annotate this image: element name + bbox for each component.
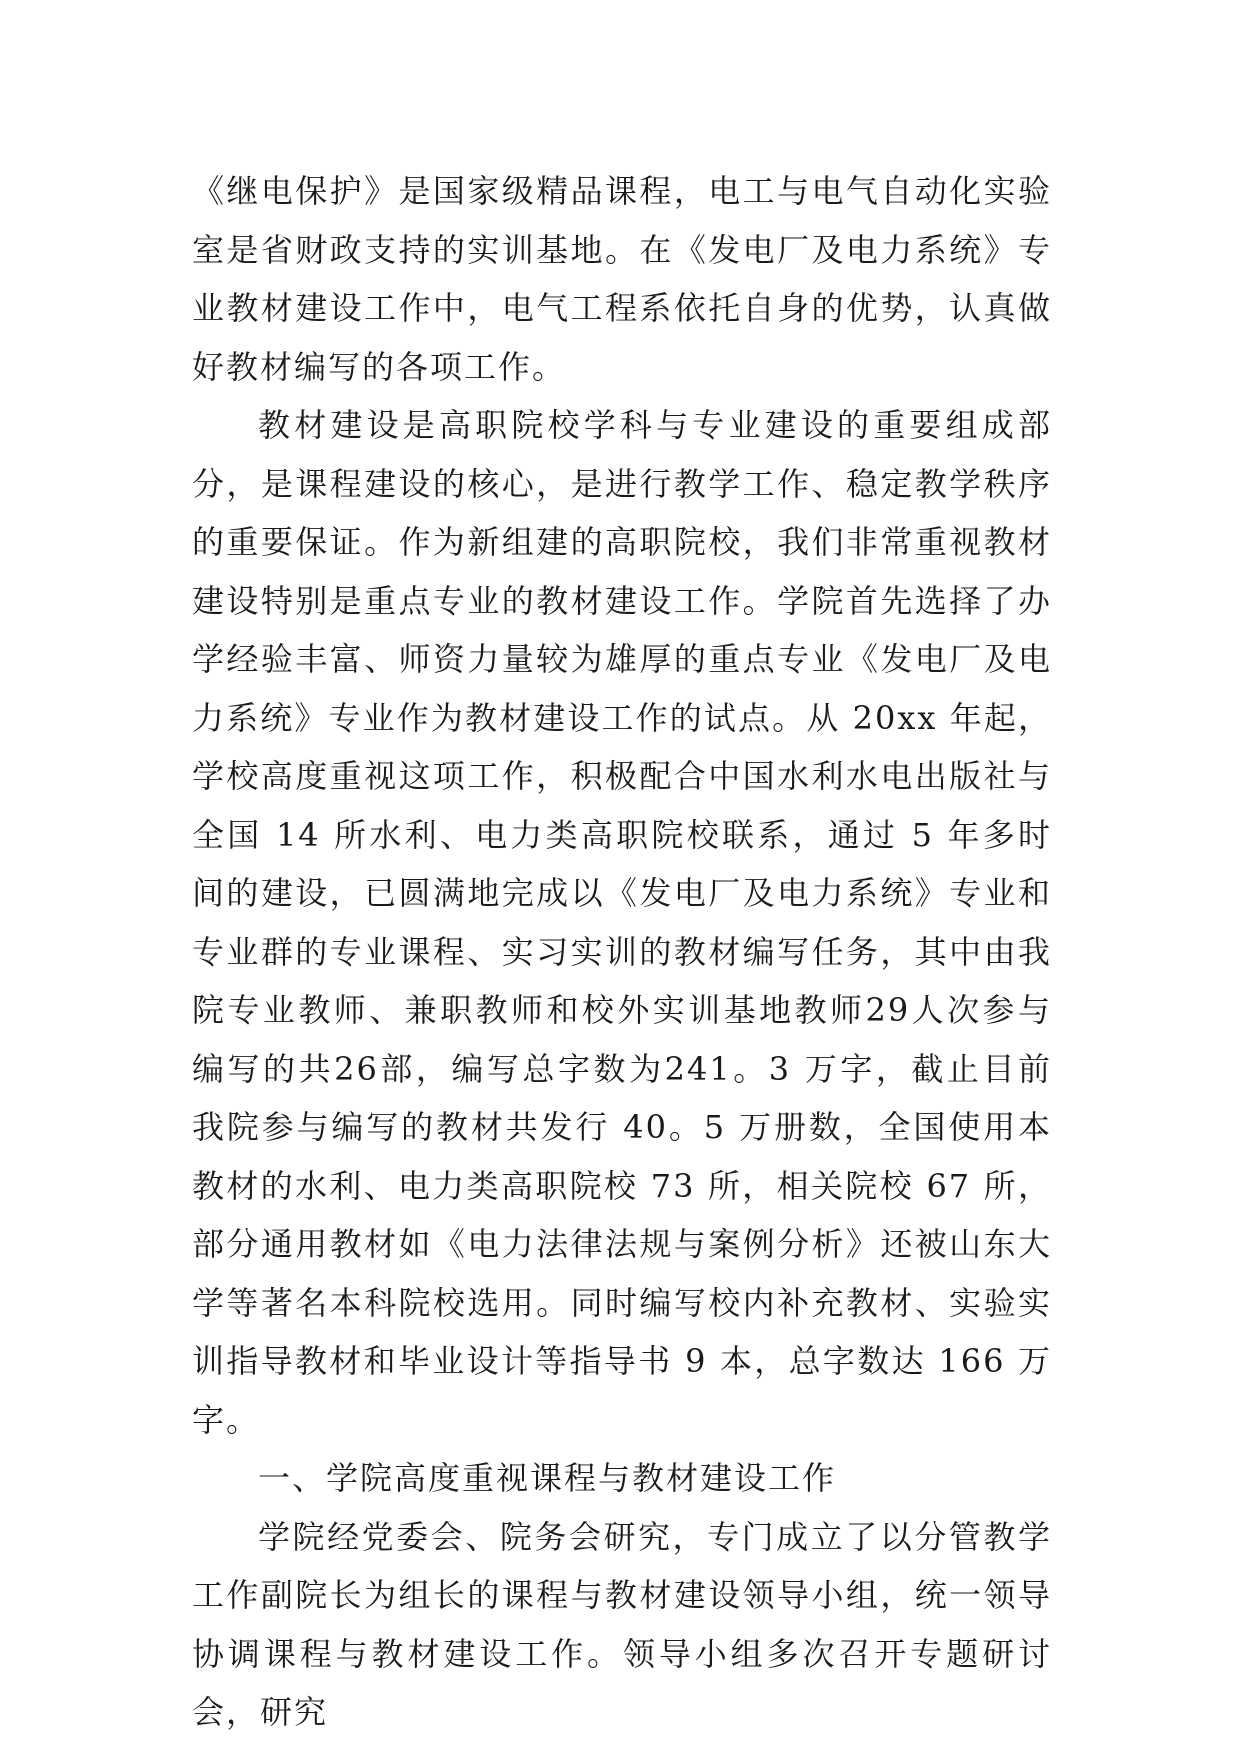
paragraph-leadership-group: 学院经党委会、院务会研究，专门成立了以分管教学工作副院长为组长的课程与教材建设领导小组，统一领导协调课程与教材建设工作。领导小组多次召开专题研讨会，研究 [192,1517,1052,1731]
document-body [192,162,1052,1742]
section-heading-one: 一、学院高度重视课程与教材建设工作 [258,1459,837,1497]
paragraph-continued-intro: 《继电保护》是国家级精品课程，电工与电气自动化实验室是省财政支持的实训基地。在《发电厂及电力系统》专业教材建设工作中，电气工程系依托自身的优势，认真做好教材编写的各项工作。 [192,172,1052,386]
paragraph-textbook-construction: 教材建设是高职院校学科与专业建设的重要组成部分，是课程建设的核心，是进行教学工作、稳定教学秩序的重要保证。作为新组建的高职院校，我们非常重视教材建设特别是重点专业的教材建设工作。学院首先选择了办学经验丰富、师资力量较为雄厚的重点专业《发电厂及电力系统》专业作为教材建设工作的试点。从 20xx 年起，学校高度重视这项工作，积极配合中国水利水电出版社与全国 14 所水利、电力类高职院校联系，通过 5 年多时间的建设，已圆满地完成以《发电厂及电力系统》专业和专业群的专业课程、实习实训的教材编写任务，其中由我院专业教师、兼职教师和校外实训基地教师29人次参与编写的共26部，编写总字数为241。3 万字，截止目前我院参与编写的教材共发行 40。5 万册数，全国使用本教材的水利、电力类高职院校 73 所，相关院校 67 所，部分通用教材如《电力法律法规与案例分析》还被山东大学等著名本科院校选用。同时编写校内补充教材、实验实训指导教材和毕业设计等指导书 9 本，总字数达 166 万字。 [192,406,1052,1439]
